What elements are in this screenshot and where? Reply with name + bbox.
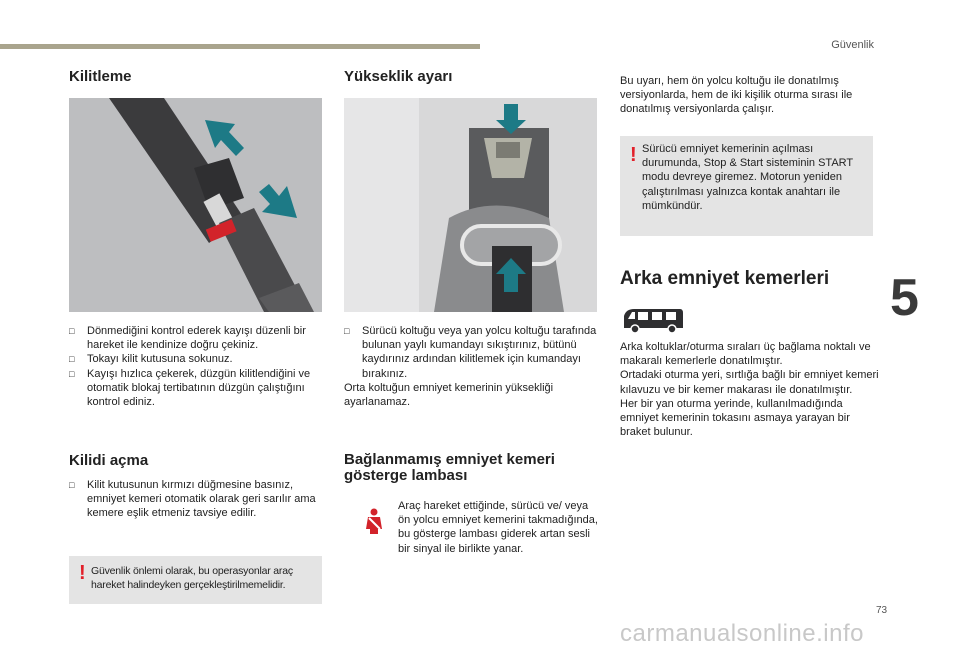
list-item: □ Kilit kutusunun kırmızı düğmesine basınız, emniyet kemeri otomatik olarak geri sarılır ama kemere eşlik etmeniz tavsiye edilir.	[69, 479, 316, 520]
height-note: Orta koltuğun emniyet kemerinin yüksekliği ayarlanamaz.	[344, 381, 554, 409]
locking-steps	[69, 324, 322, 409]
chapter-number: 5	[890, 269, 919, 327]
list-item: □ Dönmediğini kontrol ederek kayışı düzenli bir hareket ile kendinize doğru çekiniz.	[69, 325, 306, 352]
section-title-height: Yükseklik ayarı	[344, 68, 453, 85]
watermark: carmanualsonline.info	[620, 620, 864, 647]
chapter-title: Güvenlik	[831, 39, 874, 51]
page-number: 73	[876, 605, 888, 616]
list-item: □ Sürücü koltuğu veya yan yolcu koltuğu tarafında bulunan yaylı kumandayı sıkıştırınız, bütünü kaydırınız ardından kilitlemek için kumandayı bırakınız.	[344, 325, 597, 380]
warning-intro-text: Bu uyarı, hem ön yolcu koltuğu ile donatılmış versiyonlarda, hem de iki kişilik oturma sırası ile donatılmış versiyonlarda çalışır.	[620, 75, 853, 116]
header-bar	[0, 44, 480, 49]
seatbelt-warning-icon	[360, 507, 388, 535]
height-adjust-photo	[344, 98, 597, 312]
unfastened-text: Araç hareket ettiğinde, sürücü ve/ veya ön yolcu emniyet kemerini takmadığında, bu gösterge lambası giderek artan sesli bir sinyal ile birlikte yanar.	[398, 500, 598, 555]
bullet-icon: □	[69, 354, 75, 365]
bullet-icon: □	[344, 326, 350, 336]
bullet-icon: □	[69, 326, 75, 336]
list-item: □ Tokayı kilit kutusuna sokunuz.	[69, 353, 233, 366]
bullet-icon: □	[69, 368, 75, 379]
section-title-rear-belts: Arka emniyet kemerleri	[620, 268, 830, 289]
list-item: □ Kayışı hızlıca çekerek, düzgün kilitlendiğini ve otomatik blokaj tertibatının düzgün çalıştığını kontrol ediniz.	[69, 367, 311, 409]
minibus-icon	[620, 306, 686, 336]
height-adjust-text	[344, 324, 597, 409]
rear-belts-text: Arka koltuklar/oturma sıraları üç bağlama noktalı ve makaralı kemerlerle donatılmıştır. Ortadaki oturma yeri, sırtlığa bağlı bir emniyet kemeri kılavuzu ve bir kemer makarası ile donatılmıştır. Her bir yan oturma yerinde, kullanılmadığında emniyet kemerinin tokasını asmaya yarayan bir braket bulunur.	[620, 341, 879, 439]
exclamation-icon: !	[630, 144, 637, 166]
bullet-icon: □	[69, 480, 75, 490]
section-title-locking: Kilitleme	[69, 68, 132, 85]
section-title-unfastened: Bağlanmamış emniyet kemeri gösterge lambası	[344, 451, 555, 484]
locking-photo	[69, 98, 322, 312]
section-title-unlocking: Kilidi açma	[69, 452, 149, 469]
unlocking-steps	[69, 478, 322, 521]
warning-box-stop-start: ! Sürücü emniyet kemerinin açılması durumunda, Stop & Start sisteminin START modu devreye giremez. Motorun yeniden çalıştırılması yalnızca kontak anahtarı ile mümkündür.	[620, 136, 873, 236]
warning-box-operations: ! Güvenlik önlemi olarak, bu operasyonlar araç hareket halindeyken gerçekleştirilmemelidir.	[69, 556, 322, 604]
exclamation-icon: !	[79, 562, 86, 584]
